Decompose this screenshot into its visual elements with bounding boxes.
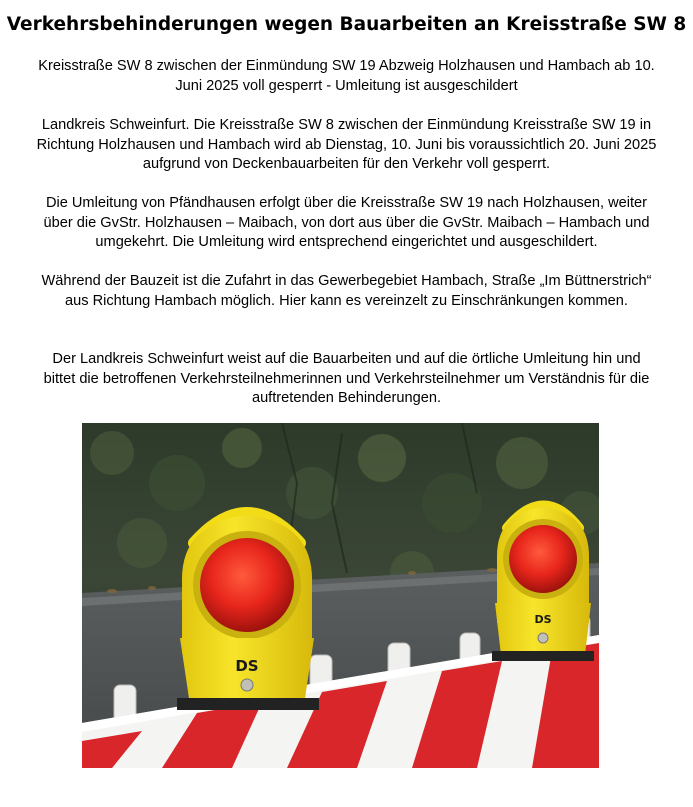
article-lead: Kreisstraße SW 8 zwischen der Einmündung SW 19 Abzweig Holzhausen und Hambach ab 10. Juni 2025 voll gesperrt - Umleitung ist ausgeschildert: [38, 58, 655, 94]
lamp-clamp: [177, 698, 319, 710]
article-paragraph: Der Landkreis Schweinfurt weist auf die Bauarbeiten und auf die örtliche Umleitung hin und bittet die betroffenen Verkehrsteilnehmerinnen und Verkehrsteilnehmer um Verständnis für die auftretenden Behinderungen.: [43, 351, 650, 406]
lamp-switch: [241, 679, 253, 691]
lamp-base: [495, 603, 591, 655]
lamp-brand-left: DS: [235, 657, 259, 675]
warning-lamp-left: [177, 513, 319, 710]
lamp-clamp: [492, 651, 594, 661]
lamp-brand-right: DS: [534, 613, 552, 626]
warning-lights-photo: [82, 423, 599, 768]
article-title: Verkehrsbehinderungen wegen Bauarbeiten an Kreisstraße SW 8: [6, 14, 687, 35]
warning-lamp-right: [492, 506, 594, 662]
lamp-switch: [538, 633, 548, 643]
article-paragraph: Die Umleitung von Pfändhausen erfolgt über die Kreisstraße SW 19 nach Holzhausen, weiter über die GvStr. Holzhausen – Maibach, von dort aus über die GvStr. Maibach – Hambach und umgekehrt. Die Umleitung wird entsprechend eingerichtet und ausgeschildert.: [43, 195, 650, 250]
warning-lights-illustration: [82, 423, 599, 768]
article-paragraph: Während der Bauzeit ist die Zufahrt in das Gewerbegebiet Hambach, Straße „Im Büttnerstrich“ aus Richtung Hambach möglich. Hier kann es vereinzelt zu Einschränkungen kommen.: [41, 273, 652, 309]
lamp-red-lens: [200, 538, 294, 632]
lamp-red-lens: [509, 525, 577, 593]
article-paragraph: Landkreis Schweinfurt. Die Kreisstraße SW 8 zwischen der Einmündung Kreisstraße SW 19 in Richtung Holzhausen und Hambach wird ab Dienstag, 10. Juni bis voraussichtlich 20. Juni 2025 aufgrund von Deckenbauarbeiten für den Verkehr voll gesperrt.: [36, 117, 657, 172]
